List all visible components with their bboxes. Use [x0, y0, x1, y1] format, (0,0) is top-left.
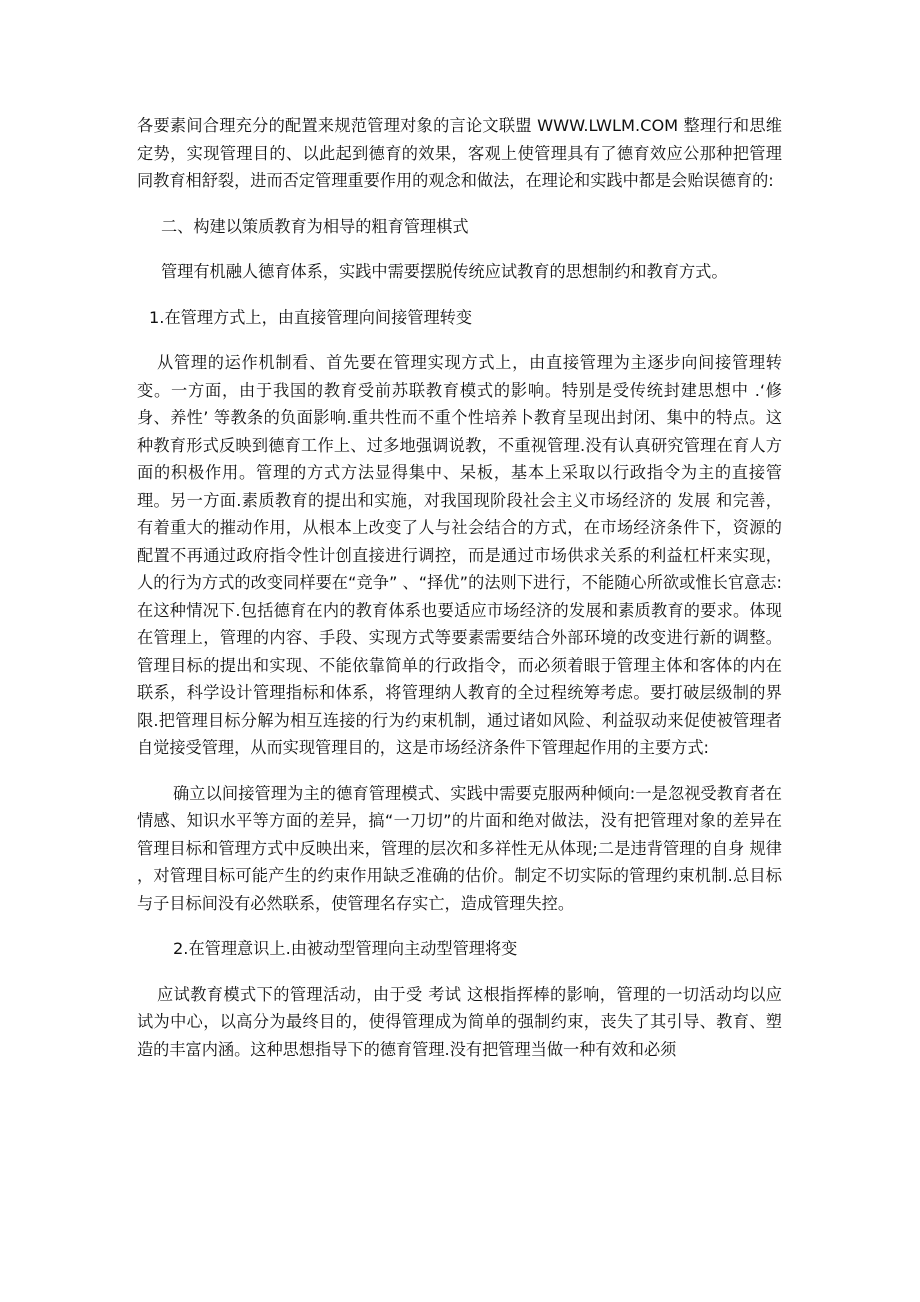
- paragraph-exam-oriented: 应试教育模式下的管理活动，由于受 考试 这根指挥棒的影响，管理的一切活动均以应试为中心，以高分为最终目的，使得管理成为简单的强制约束，丧失了其引导、教育、塑造的丰富内涵。这种思想指导下的德育管理.没有把管理当做一种有效和必须: [137, 984, 782, 1059]
- paragraph-integration: 管理有机融人德育体系，实践中需要摆脱传统应试教育的思想制约和教育方式。: [161, 262, 728, 281]
- paragraph-management-mechanism: 从管理的运作机制看、首先要在管理实现方式上，由直接管理为主逐步向间接管理转变。一方面，由于我国的教育受前苏联教育模式的影响。特别是受传统封建思想中 .‘修身、养性’ 等教条的负面影响.重共性而不重个性培养卜教育呈现出封闭、集中的特点。这种教育形式反映到德育工作上、过多地强调说教，不重视管理.没有认真研究管理在育人方面的积极作用。管理的方式方法显得集中、呆板，基本上采取以行政指令为主的直接管理。另一方面.素质教育的提出和实施，对我国现阶段社会主义市场经济的 发展 和完善，有着重大的摧动作用，从根本上改变了人与社会结合的方式，在市场经济条件下，资源的配置不再通过政府指令性计创直接进行调控，而是通过市场供求关系的利益杠杆来实现，人的行为方式的改变同样要在“竞争” 、“择优”的法则下进行，不能随心所欲或惟长官意志:在这种情况下.包括德育在内的教育体系也要适应市场经济的发展和素质教育的要求。体现在管理上，管理的内容、手段、实现方式等要素需要结合外部环境的改变进行新的调整。管理目标的提出和实现、不能依靠简单的行政指令，而必须着眼于管理主体和客体的内在联系，科学设计管理指标和体系，将管理纳人教育的全过程统筹考虑。要打破层级制的界限.把管理目标分解为相互连接的行为约束机制，通过诸如风险、利益驭动来促使被管理者自觉接受管理，从而实现管理目的，这是市场经济条件下管理起作用的主要方式:: [137, 353, 782, 757]
- paragraph-indirect-management: 确立以间接管理为主的德育管理模式、实践中需要克服两种倾向:一是忽视受教育者在情感、知识水平等方面的差异，搞“一刀切”的片面和绝对做法，没有把管理对象的差异在管理目标和管理方式中反映出来，管理的层次和多祥性无从体现;二是违背管理的自身 规律 ，对管理目标可能产生的约束作用缺乏准确的估价。制定不切实际的管理约束机制.总目标与子目标间没有必然联系，使管理名存实亡，造成管理失控。: [137, 783, 782, 913]
- subsection-heading-1: 1.在管理方式上，由直接管理向间接管理转变: [149, 307, 473, 327]
- subsection-heading-2: 2.在管理意识上.由被动型管理向主动型管理将变: [173, 939, 518, 958]
- document-body: [137, 112, 782, 1081]
- paragraph-intro: 各要素间合理充分的配置来规范管理对象的言论文联盟 WWW.LWLM.COM 整理行和思维定势，实现管理目的、以此起到德育的效果，客观上使管理具有了德育效应公那种把管理同教育相舒裂，进而否定管理重要作用的观念和做法，在理论和实践中都是会贻误德育的:: [137, 116, 782, 190]
- section-heading-two: 二、构建以策质教育为相导的粗育管理棋式: [161, 216, 469, 236]
